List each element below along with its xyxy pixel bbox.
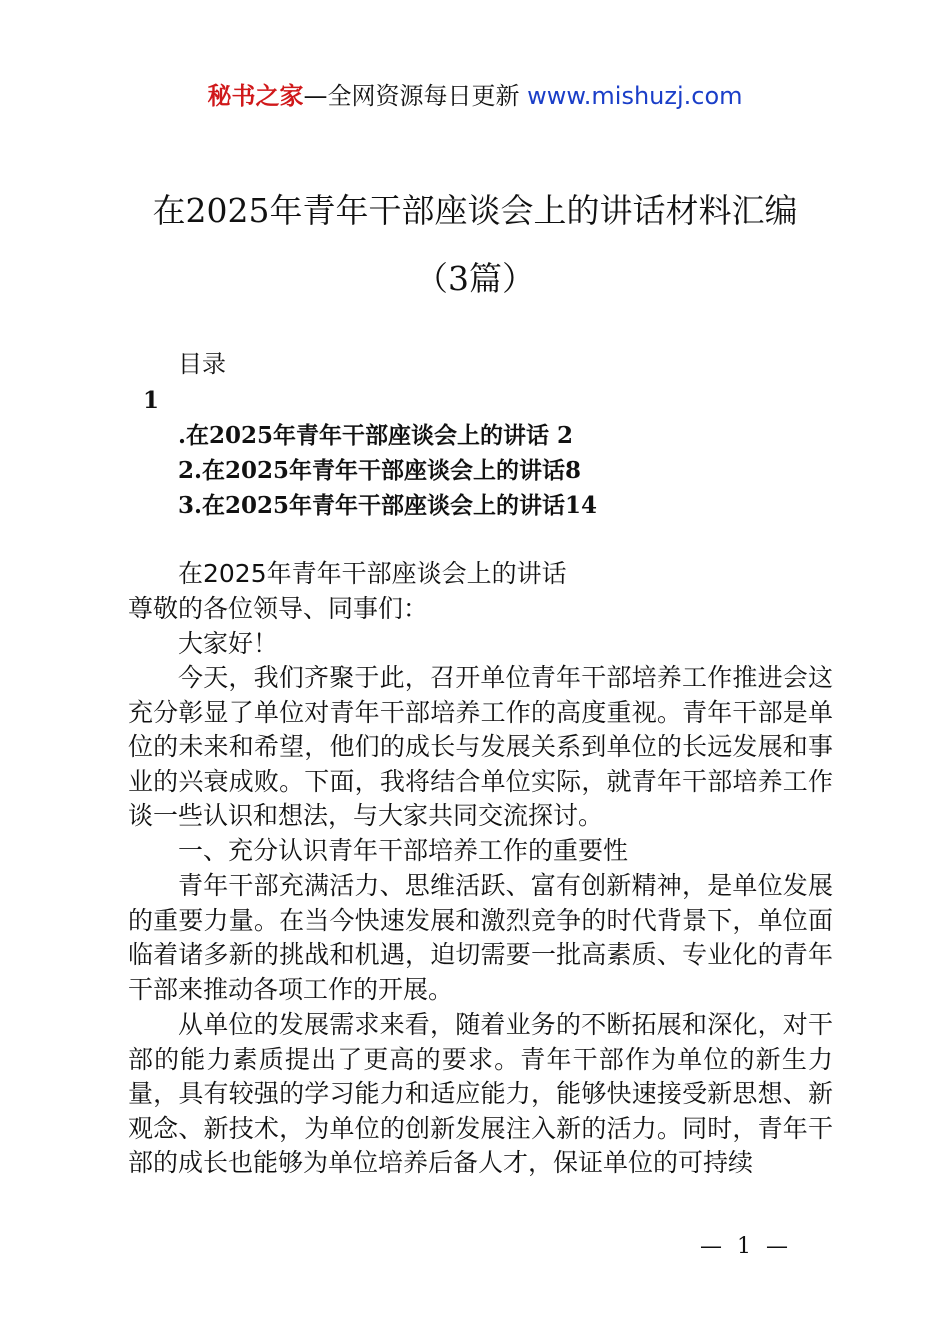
- toc-item-1[interactable]: .在2025年青年干部座谈会上的讲话 2: [178, 422, 574, 449]
- toc-heading: 目录: [178, 350, 226, 378]
- body-paragraph-1: 今天，我们齐聚于此，召开单位青年干部培养工作推进会这充分彰显了单位对青年干部培养工作的高度重视。青年干部是单位的未来和希望，他们的成长与发展关系到单位的长远发展和事业的兴衰成败。下面，我将结合单位实际，就青年干部培养工作谈一些认识和想法，与大家共同交流探讨。: [128, 663, 833, 831]
- body-paragraph-2: 青年干部充满活力、思维活跃、富有创新精神，是单位发展的重要力量。在当今快速发展和激烈竞争的时代背景下，单位面临着诸多新的挑战和机遇，迫切需要一批高素质、专业化的青年干部来推动各项工作的开展。: [128, 871, 833, 1004]
- document-subtitle: （3篇）: [415, 259, 535, 298]
- site-banner: [0, 80, 950, 112]
- section-title: 在2025年青年干部座谈会上的讲话: [178, 559, 567, 588]
- banner-tagline: 全网资源每日更新: [327, 82, 520, 110]
- toc-item-2[interactable]: 2.在2025年青年干部座谈会上的讲话8: [178, 457, 582, 484]
- banner-dash: —: [303, 82, 328, 110]
- toc-item-3[interactable]: 3.在2025年青年干部座谈会上的讲话14: [178, 492, 598, 519]
- greeting: 大家好！: [178, 629, 279, 658]
- site-url-link[interactable]: www.mishuzj.com: [527, 82, 743, 110]
- site-brand: 秘书之家: [207, 82, 304, 110]
- toc-number: 1: [143, 387, 160, 414]
- salutation: 尊敬的各位领导、同事们：: [128, 594, 429, 623]
- body-paragraph-3: 从单位的发展需求来看，随着业务的不断拓展和深化，对干部的能力素质提出了更高的要求。青年干部作为单位的新生力量，具有较强的学习能力和适应能力，能够快速接受新思想、新观念、新技术，为单位的创新发展注入新的活力。同时，青年干部的成长也能够为单位培养后备人才，保证单位的可持续: [128, 1010, 833, 1178]
- document-title: 在2025年青年干部座谈会上的讲话材料汇编: [152, 191, 798, 230]
- section-heading-1: 一、充分认识青年干部培养工作的重要性: [178, 836, 629, 865]
- page-number: — 1 —: [700, 1234, 792, 1259]
